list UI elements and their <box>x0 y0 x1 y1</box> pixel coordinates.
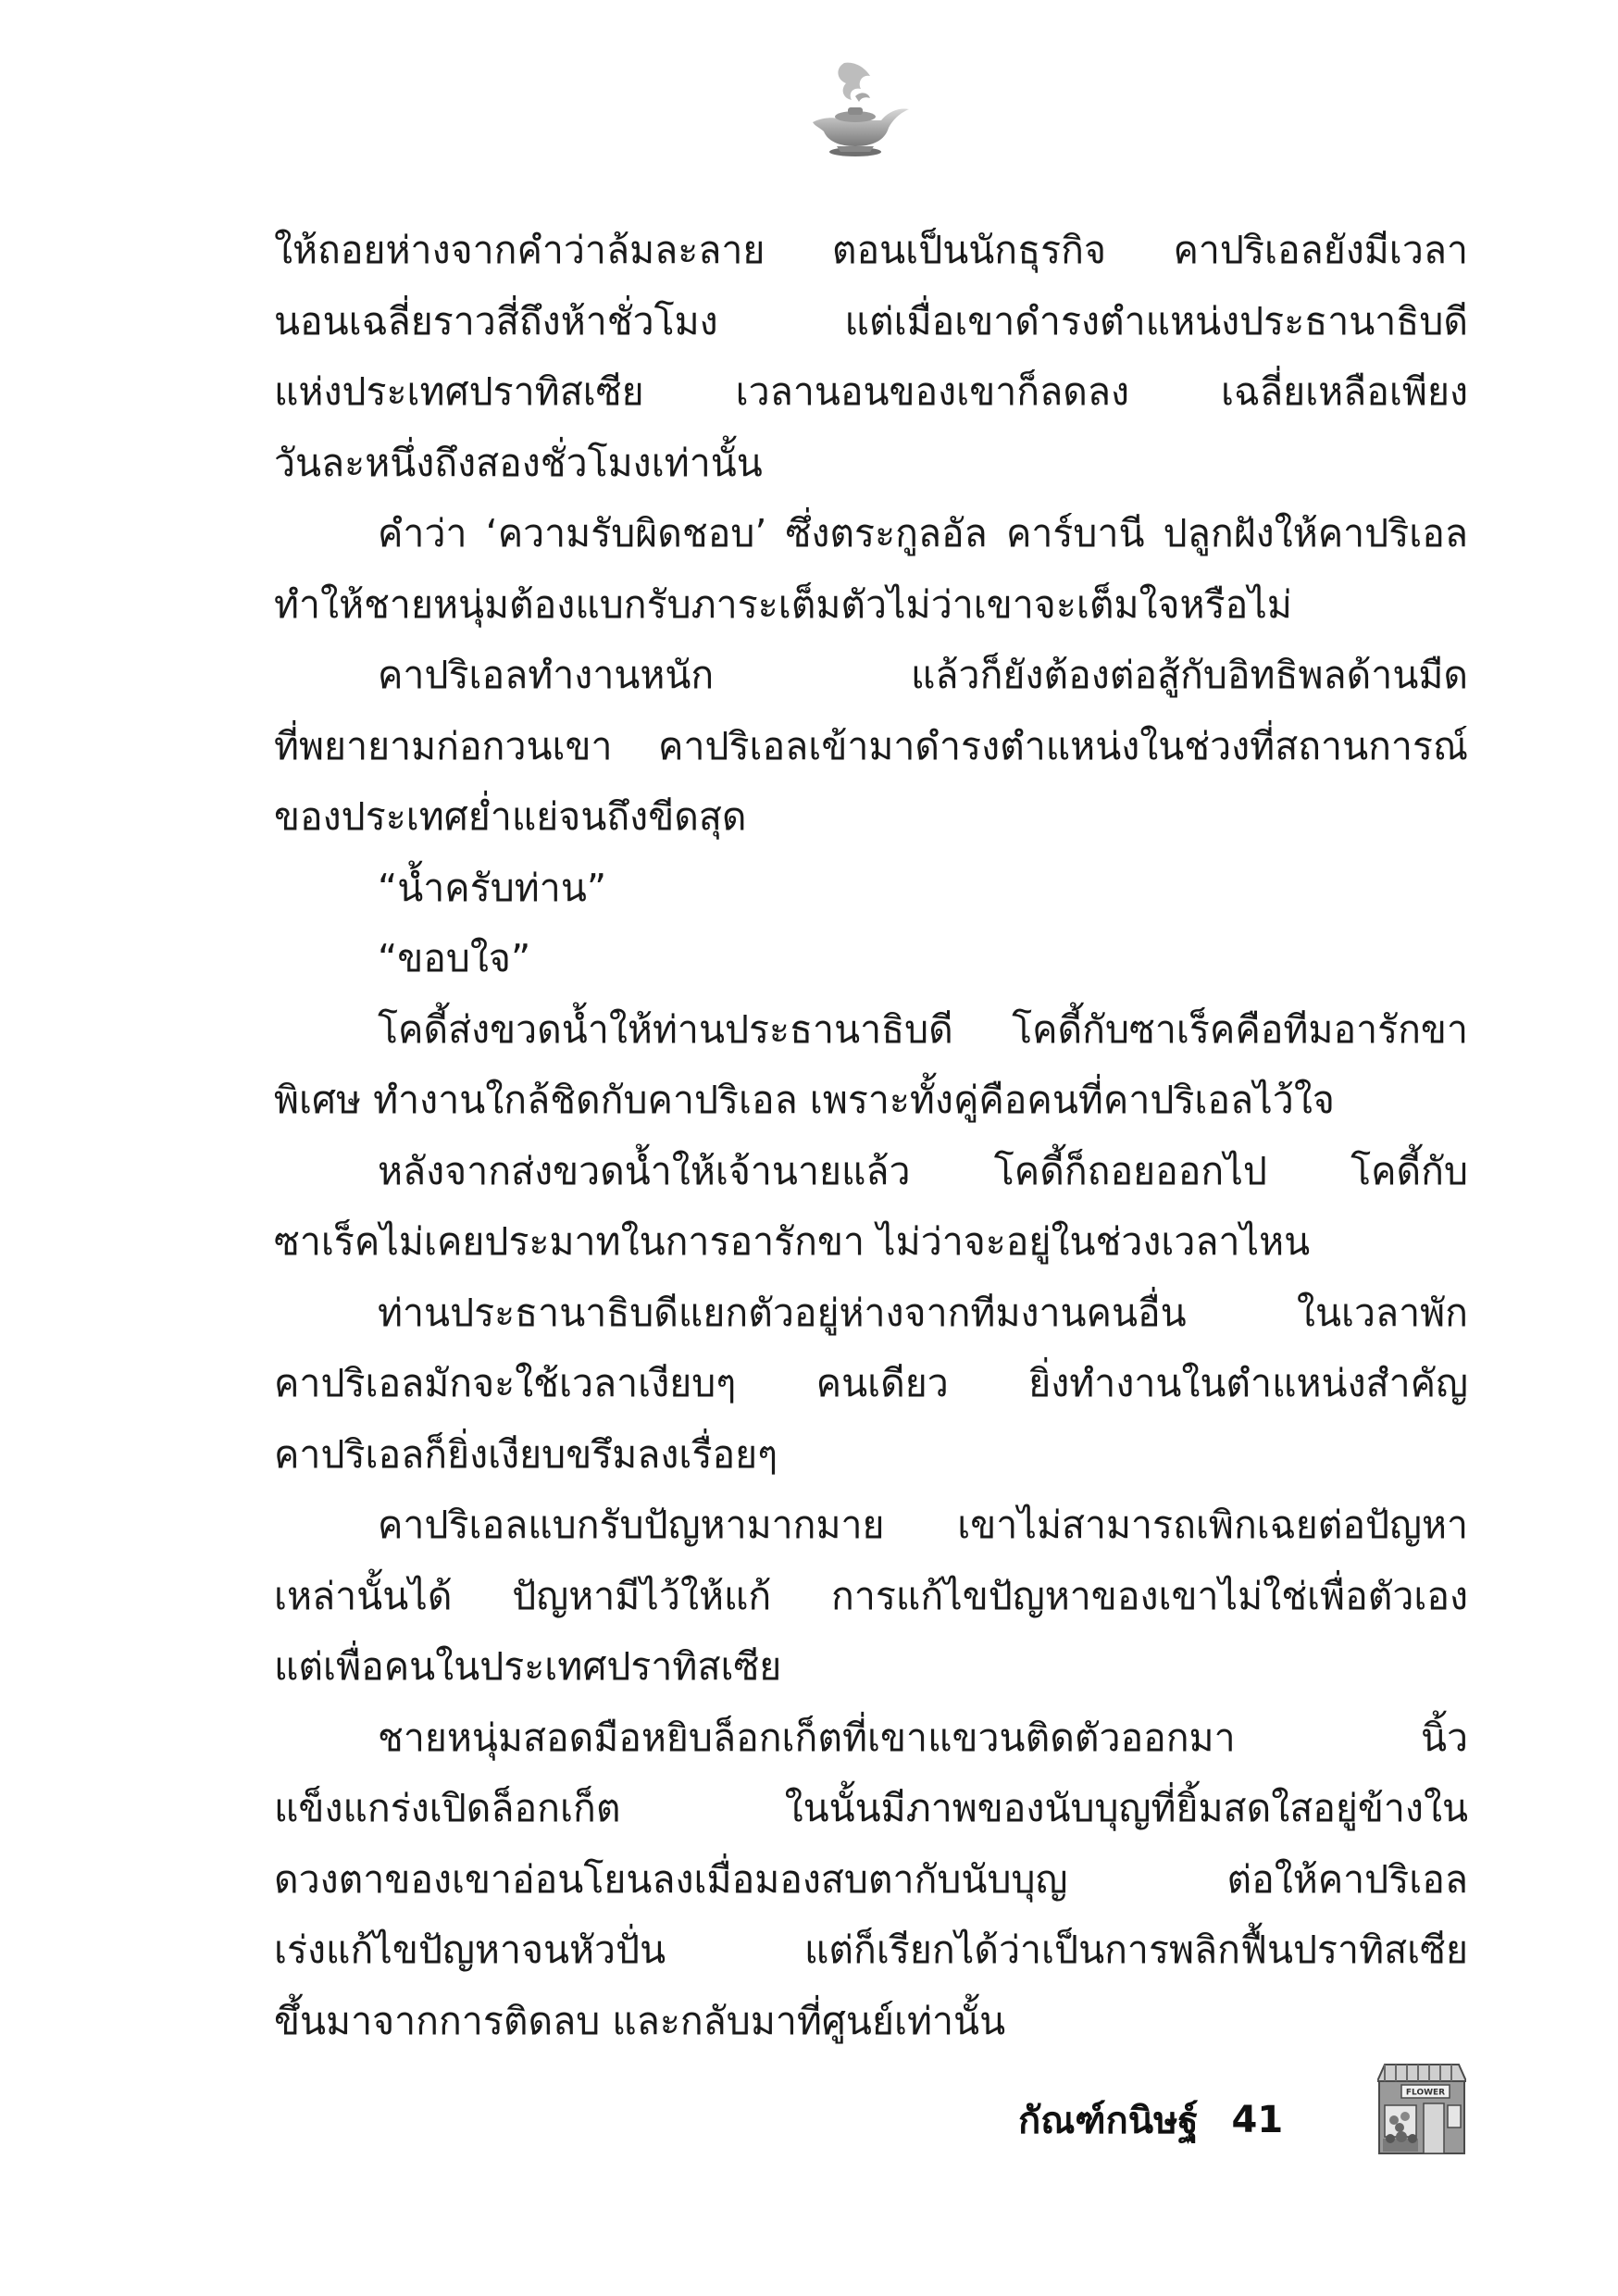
book-title: กัณฑ์กนิษฐ์ <box>1018 2100 1199 2142</box>
text-line: คาปริเอลทำงานหนัก แล้วก็ยังต้องต่อสู้กับอิทธิพลด้านมืด <box>378 653 1468 697</box>
paragraph <box>274 1490 1468 1703</box>
text-line: คาปริเอลแบกรับปัญหามากมาย เขาไม่สามารถเพิกเฉยต่อปัญหา <box>378 1503 1468 1547</box>
text-line: แข็งแกร่งเปิดล็อกเก็ต ในนั้นมีภาพของนับบุญที่ยิ้มสดใสอยู่ข้างใน <box>274 1786 1468 1830</box>
text-line: หลังจากส่งขวดน้ำให้เจ้านายแล้ว โคดี้ก็ถอยออกไป โคดี้กับ <box>378 1148 1468 1193</box>
text-line: คาปริเอลมักจะใช้เวลาเงียบๆ คนเดียว ยิ่งทำงานในตำแหน่งสำคัญ <box>274 1361 1468 1405</box>
text-line: นอนเฉลี่ยราวสี่ถึงห้าชั่วโมง แต่เมื่อเขาดำรงตำแหน่งประธานาธิบดี <box>274 298 1468 343</box>
text-line: พิเศษ ทำงานใกล้ชิดกับคาปริเอล เพราะทั้งคู่คือคนที่คาปริเอลไว้ใจ <box>274 1078 1335 1122</box>
text-line: “น้ำครับท่าน” <box>378 865 607 910</box>
text-line: โคดี้ส่งขวดน้ำให้ท่านประธานาธิบดี โคดี้กับซาเร็คคือทีมอารักขา <box>378 1006 1468 1052</box>
shop-sign-text: FLOWER <box>1405 2088 1446 2098</box>
text-line: แต่เพื่อคนในประเทศปราทิสเซีย <box>274 1644 782 1689</box>
paragraph <box>274 1703 1468 2057</box>
genie-lamp-icon <box>796 56 916 157</box>
text-line: ท่านประธานาธิบดีแยกตัวอยู่ห่างจากทีมงานคนอื่น ในเวลาพัก <box>378 1290 1468 1335</box>
text-line: เร่งแก้ไขปัญหาจนหัวปั่น แต่ก็เรียกได้ว่าเป็นการพลิกฟื้นปราทิสเซีย <box>274 1928 1468 1972</box>
flower-shop-icon <box>1377 2063 1466 2155</box>
text-line: ของประเทศย่ำแย่จนถึงขีดสุด <box>274 794 747 839</box>
text-line: ที่พยายามก่อกวนเขา คาปริเอลเข้ามาดำรงตำแหน่งในช่วงที่สถานการณ์ <box>274 723 1468 768</box>
paragraph <box>274 994 1468 1136</box>
text-line: ดวงตาของเขาอ่อนโยนลงเมื่อมองสบตากับนับบุญ ต่อให้คาปริเอล <box>274 1856 1468 1902</box>
body-text <box>274 215 1468 2056</box>
text-line: ทำให้ชายหนุ่มต้องแบกรับภาระเต็มตัวไม่ว่าเขาจะเต็มใจหรือไม่ <box>274 581 1292 627</box>
paragraph <box>274 923 1468 994</box>
page-number: 41 <box>1231 2099 1284 2141</box>
text-line: คำว่า ‘ความรับผิดชอบ’ ซึ่งตระกูลอัล คาร์บานี ปลูกฝังให้คาปริเอล <box>378 511 1468 555</box>
paragraph <box>274 1278 1468 1491</box>
text-line: วันละหนึ่งถึงสองชั่วโมงเท่านั้น <box>274 440 763 485</box>
paragraph <box>274 1136 1468 1278</box>
paragraph <box>274 498 1468 640</box>
paragraph <box>274 640 1468 853</box>
text-line: คาปริเอลก็ยิ่งเงียบขรึมลงเรื่อยๆ <box>274 1431 778 1477</box>
page-footer <box>1018 2088 1283 2152</box>
paragraph <box>274 215 1468 498</box>
text-line: เหล่านั้นได้ ปัญหามีไว้ให้แก้ การแก้ไขปัญหาของเขาไม่ใช่เพื่อตัวเอง <box>274 1573 1468 1618</box>
text-line: ชายหนุ่มสอดมือหยิบล็อกเก็ตที่เขาแขวนติดตัวออกมา นิ้ว <box>378 1715 1468 1760</box>
paragraph <box>274 853 1468 924</box>
text-line: ซาเร็คไม่เคยประมาทในการอารักขา ไม่ว่าจะอยู่ในช่วงเวลาไหน <box>274 1219 1311 1264</box>
text-line: “ขอบใจ” <box>378 936 531 980</box>
text-line: ขึ้นมาจากการติดลบ และกลับมาที่ศูนย์เท่านั้น <box>274 1998 1006 2043</box>
text-line: ให้ถอยห่างจากคำว่าล้มละลาย ตอนเป็นนักธุรกิจ คาปริเอลยังมีเวลา <box>274 228 1468 272</box>
text-line: แห่งประเทศปราทิสเซีย เวลานอนของเขาก็ลดลง เฉลี่ยเหลือเพียง <box>274 369 1468 414</box>
